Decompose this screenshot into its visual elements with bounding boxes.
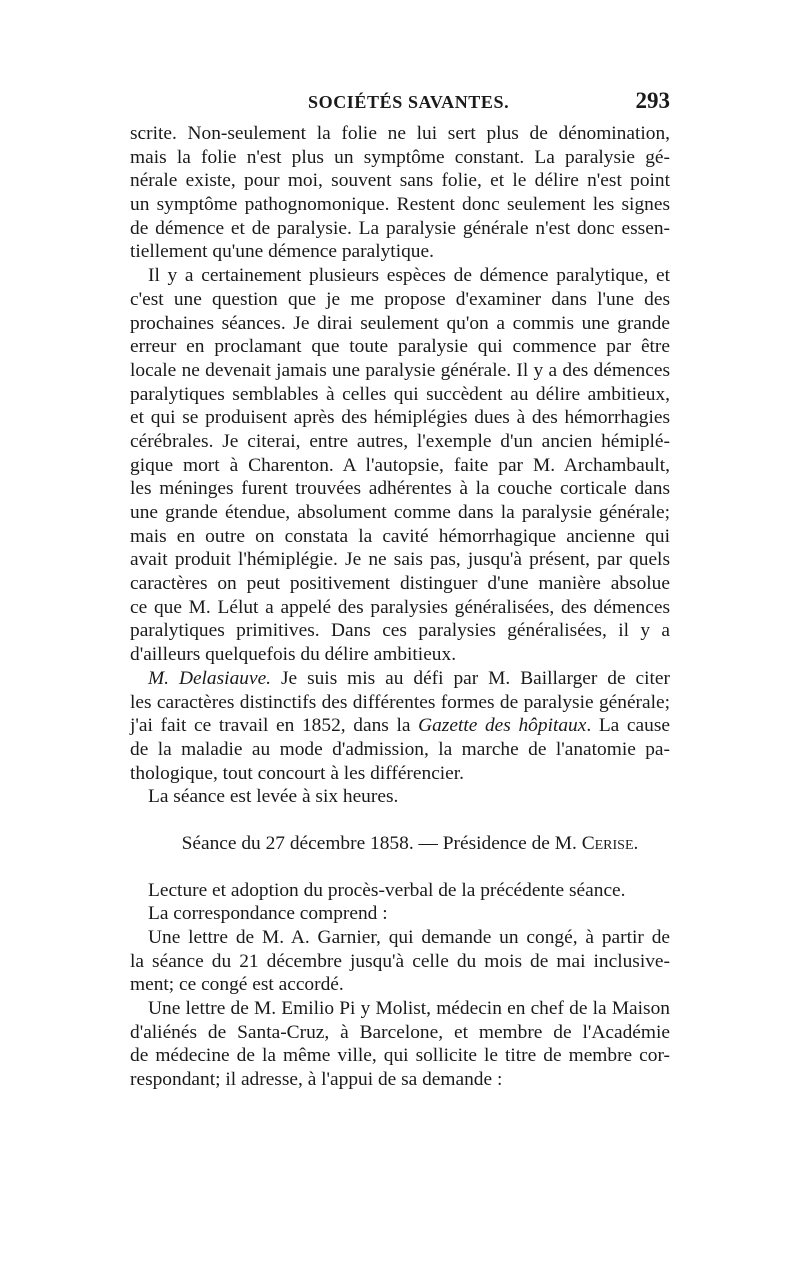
text-line: Il y a certainement plusieurs espèces de démence paralytique, et bbox=[148, 265, 670, 287]
text-line: les caractères distinctifs des différentes formes de paralysie générale; bbox=[130, 691, 670, 713]
text-line: mais la folie n'est plus un symptôme constant. La paralysie gé- bbox=[130, 146, 670, 168]
section-gap bbox=[130, 856, 670, 879]
text-line: une grande étendue, absolument comme dans la paralysie générale; bbox=[130, 502, 670, 523]
text-line bbox=[130, 714, 670, 738]
text-line: de médecine de la même ville, qui sollicite le titre de membre cor- bbox=[130, 1045, 670, 1067]
text-line: d'aliénés de Santa-Cruz, à Barcelone, et membre de l'Académie bbox=[130, 1021, 670, 1043]
body-text bbox=[130, 122, 670, 1092]
text-line: la séance du 21 décembre jusqu'à celle du mois de mai inclusive- bbox=[130, 950, 670, 972]
text-line: un symptôme pathognomonique. Restent donc seulement les signes bbox=[130, 194, 670, 216]
text-span: Je suis mis au défi par M. Baillarger de citer bbox=[271, 667, 670, 689]
text-line: les méninges furent trouvées adhérentes à la couche corticale dans bbox=[130, 478, 670, 500]
paragraph-folie bbox=[130, 122, 670, 264]
text-line: mais en outre on constata la cavité hémorrhagique ancienne qui bbox=[130, 525, 670, 547]
text-line: d'ailleurs quelquefois du délire ambitieux. bbox=[130, 644, 457, 666]
text-line: c'est une question que je me propose d'examiner dans l'une des bbox=[130, 288, 670, 310]
adjournment-line: La séance est levée à six heures. bbox=[148, 786, 399, 808]
text-line: et qui se produisent après des hémiplégies dues à des hémorrhagies bbox=[130, 407, 670, 429]
text-line bbox=[130, 667, 670, 691]
text-line: Une lettre de M. A. Garnier, qui demande un congé, à partir de bbox=[148, 927, 670, 948]
page-number: 293 bbox=[635, 88, 670, 113]
text-line: caractères on peut positivement distinguer d'une manière absolue bbox=[130, 573, 670, 595]
text-line: nérale existe, pour moi, souvent sans folie, et le délire n'est point bbox=[130, 170, 670, 192]
text-line: avait produit l'hémiplégie. Je ne sais pas, jusqu'à présent, par quels bbox=[130, 549, 670, 571]
text-line: de démence et de paralysie. La paralysie générale n'est donc essen- bbox=[130, 217, 670, 239]
running-title: SOCIÉTÉS SAVANTES. bbox=[308, 92, 510, 112]
section-gap bbox=[130, 809, 670, 832]
text-line: prochaines séances. Je dirai seulement qu'on a commis une grande bbox=[130, 312, 670, 334]
paragraph-delasiauve bbox=[130, 667, 670, 785]
text-line: de la maladie au mode d'admission, la marche de l'anatomie pa- bbox=[130, 738, 670, 760]
text-line: scrite. Non-seulement la folie ne lui sert plus de dénomination, bbox=[130, 123, 670, 144]
text-span: Séance du 27 décembre 1858. — Présidence de M. bbox=[181, 832, 582, 854]
text-line: Une lettre de M. Emilio Pi y Molist, médecin en chef de la Maison bbox=[148, 998, 670, 1020]
text-line: locale ne devenait jamais une paralysie générale. Il y a des démences bbox=[130, 359, 670, 381]
journal-title: Gazette des hôpitaux bbox=[418, 715, 587, 737]
correspondence-line: La correspondance comprend : bbox=[148, 903, 388, 925]
text-line: erreur en proclamant que toute paralysie qui commence par être bbox=[130, 336, 670, 358]
minutes-line: Lecture et adoption du procès-verbal de la précédente séance. bbox=[148, 879, 626, 901]
president-name: Cerise bbox=[581, 832, 634, 854]
text-line: tiellement qu'une démence paralytique. bbox=[130, 241, 434, 263]
paragraph-garnier-letter bbox=[130, 926, 670, 997]
text-line: thologique, tout concourt à les différencier. bbox=[130, 762, 465, 784]
text-span: . La cause bbox=[586, 715, 670, 737]
text-line: gique mort à Charenton. A l'autopsie, faite par M. Archambault, bbox=[130, 454, 670, 476]
text-line: cérébrales. Je citerai, entre autres, l'exemple d'un ancien hémiplé- bbox=[130, 430, 670, 452]
text-line: paralytiques primitives. Dans ces paralysies généralisées, il y a bbox=[130, 620, 670, 642]
paragraph-molist-letter bbox=[130, 997, 670, 1092]
speaker-name: M. Delasiauve. bbox=[148, 667, 272, 689]
text-line: paralytiques semblables à celles qui succèdent au délire ambitieux, bbox=[130, 383, 670, 405]
text-line: ce que M. Lélut a appelé des paralysies généralisées, des démences bbox=[130, 596, 670, 618]
paragraph-demence-paralytique bbox=[130, 264, 670, 667]
text-line: ment; ce congé est accordé. bbox=[130, 974, 344, 996]
text-span: . bbox=[633, 832, 639, 854]
session-heading bbox=[130, 832, 670, 856]
text-line: respondant; il adresse, à l'appui de sa demande : bbox=[130, 1069, 503, 1091]
page-header bbox=[130, 88, 670, 118]
text-span: j'ai fait ce travail en 1852, dans la bbox=[130, 715, 419, 737]
